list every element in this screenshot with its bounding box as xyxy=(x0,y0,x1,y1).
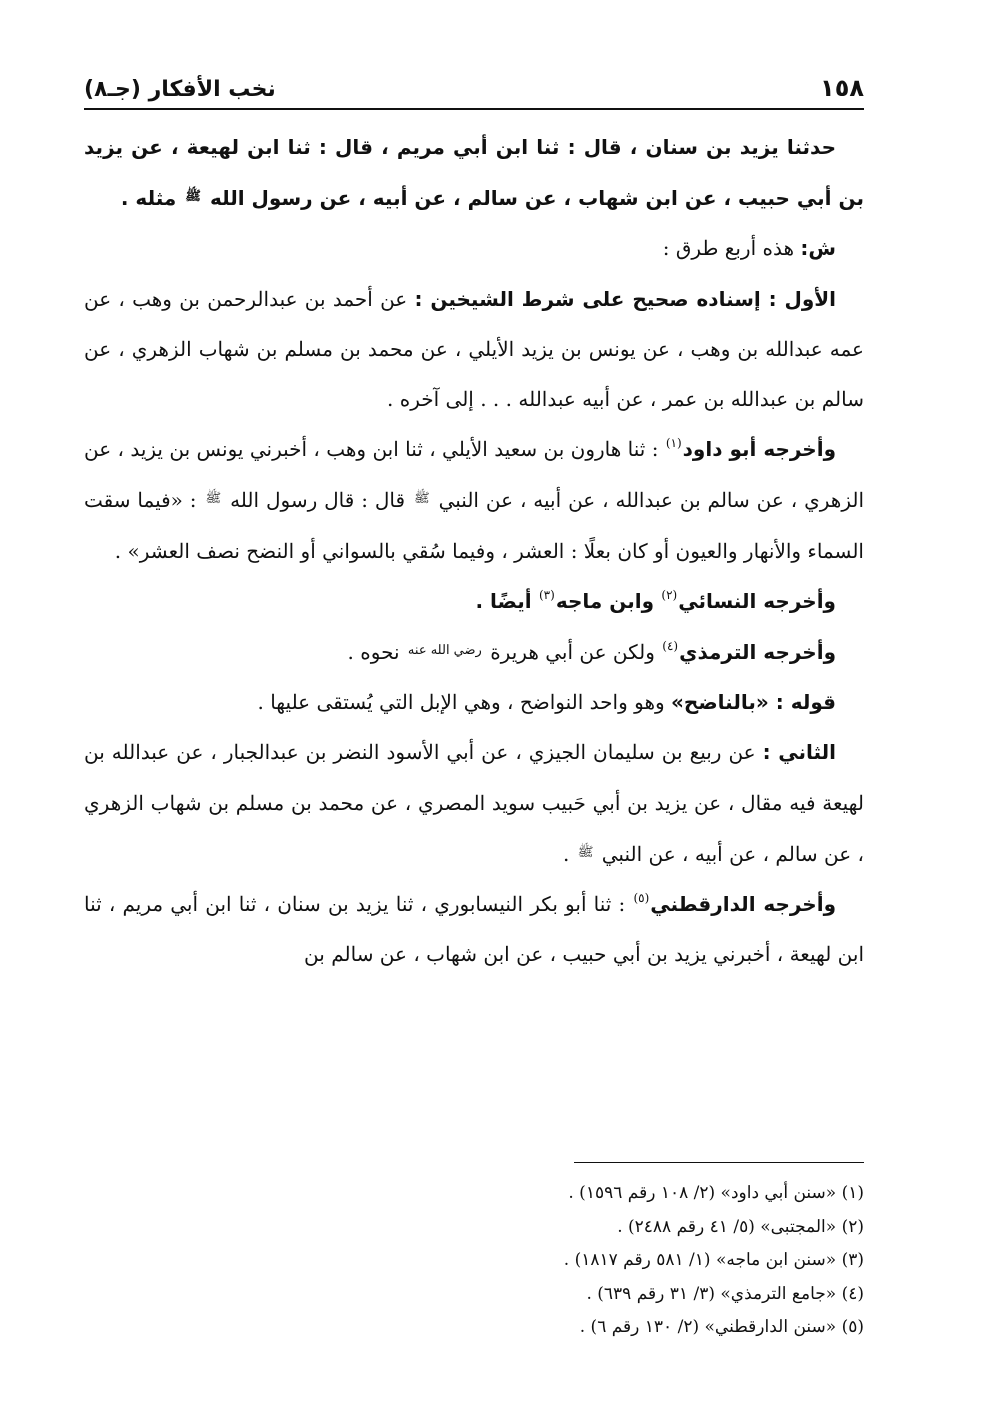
paragraph-commentary-intro xyxy=(84,223,864,273)
text-run: وهو واحد النواضح ، وهي الإبل التي يُستقى عليها . xyxy=(257,690,665,715)
footnote-ref: (٥) xyxy=(633,891,650,906)
honorific-mark: ﷺ xyxy=(205,491,222,507)
text-run: : ثنا أبو بكر النيسابوري ، ثنا يزيد بن سنان ، ثنا ابن أبي مريم ، ثنا ابن لهيعة ، أخبرني يزيد بن أبي حبيب ، عن ابن شهاب ، عن سالم بن xyxy=(84,892,864,967)
text-run: قال : قال رسول الله xyxy=(230,488,406,513)
footnotes xyxy=(84,1177,864,1345)
commentary-label: ش: xyxy=(800,236,836,261)
text-run: ولكن عن أبي هريرة xyxy=(490,640,655,665)
running-header xyxy=(84,62,864,110)
page-number: ١٥٨ xyxy=(820,74,864,102)
main-text xyxy=(84,122,864,979)
paragraph-nasai xyxy=(84,576,864,626)
paragraph-nadih xyxy=(84,677,864,727)
honorific-mark: ﷺ xyxy=(577,844,594,860)
source-label: وأخرجه الدارقطني xyxy=(650,892,836,917)
paragraph-daraqutni xyxy=(84,879,864,979)
source-label: وأخرجه الترمذي xyxy=(679,640,836,665)
footnote-ref: (١) xyxy=(665,436,682,451)
honorific-mark: ﷺ xyxy=(413,491,430,507)
text-run: عن أحمد بن عبدالرحمن بن وهب ، عن عمه عبدالله بن وهب ، عن يونس بن يزيد الأيلي ، عن محمد بن مسلم بن شهاب الزهري ، عن سالم بن عبدالله بن عمر ، عن أبيه عبدالله . . . إلى آخره . xyxy=(84,286,864,412)
footnote-ref: (٣) xyxy=(538,587,555,602)
text-run: عن ربيع بن سليمان الجيزي ، عن أبي الأسود النضر بن عبدالجبار ، عن عبدالله بن لهيعة فيه مقال ، عن يزيد بن أبي حَبيب سويد المصري ، عن محمد بن مسلم بن شهاب الزهري ، عن سالم ، عن أبيه ، عن النبي xyxy=(84,740,864,866)
text-run: هذه أربع طرق : xyxy=(662,236,795,261)
source-label: وأخرجه النسائي xyxy=(678,588,836,613)
paragraph-first-route xyxy=(84,274,864,425)
text-run: مثله . xyxy=(120,186,177,211)
footnote-ref: (٢) xyxy=(661,587,678,602)
footnote-divider xyxy=(574,1162,864,1163)
text-run: : «فيما سقت السماء والأنهار والعيون أو كان بعلًا : العشر ، وفيما سُقي بالسواني أو النضح نصف العشر» . xyxy=(84,488,864,563)
text-run: نحوه . xyxy=(347,640,400,665)
footnote-ref: (٤) xyxy=(662,639,679,654)
definition-label: قوله : «بالناضح» xyxy=(671,690,836,715)
source-label: أيضًا . xyxy=(475,588,532,613)
text-run: . xyxy=(562,841,570,866)
footnote: (٥) «سنن الدارقطني» (٢/ ١٣٠ رقم ٦) . xyxy=(579,1317,864,1337)
footnote: (٣) «سنن ابن ماجه» (١/ ٥٨١ رقم ١٨١٧) . xyxy=(563,1250,864,1270)
book-page xyxy=(84,62,865,1337)
footnote: (١) «سنن أبي داود» (٢/ ١٠٨ رقم ١٥٩٦) . xyxy=(568,1183,864,1203)
paragraph-hadith-chain xyxy=(84,122,864,223)
footnote: (٢) «المجتبى» (٥/ ٤١ رقم ٢٤٨٨) . xyxy=(617,1216,864,1237)
text-run: : ثنا هارون بن سعيد الأيلي ، ثنا ابن وهب ، أخبرني يونس بن يزيد ، عن الزهري ، عن سالم بن عبدالله ، عن أبيه ، عن النبي xyxy=(84,437,865,513)
paragraph-second-route xyxy=(84,727,864,879)
honorific-mark: رضي الله عنه xyxy=(407,643,482,659)
honorific-mark: ﷺ xyxy=(185,189,201,205)
source-label: وابن ماجه xyxy=(555,588,655,613)
footnote: (٤) «جامع الترمذي» (٣/ ٣١ رقم ٦٣٩) . xyxy=(586,1283,864,1304)
section-label: الأول : إسناده صحيح على شرط الشيخين : xyxy=(414,286,837,311)
section-label: الثاني : xyxy=(762,740,836,765)
paragraph-abu-dawud xyxy=(84,424,864,576)
text-run: حدثنا يزيد بن سنان ، قال : ثنا ابن أبي مريم ، قال : ثنا ابن لهيعة ، عن يزيد بن أبي حبيب ، عن ابن شهاب ، عن سالم ، عن أبيه ، عن رسول الله xyxy=(84,135,864,211)
paragraph-tirmidhi xyxy=(84,626,864,677)
book-title: نخب الأفكار (جـ٨) xyxy=(84,77,276,102)
source-label: وأخرجه أبو داود xyxy=(682,437,837,462)
